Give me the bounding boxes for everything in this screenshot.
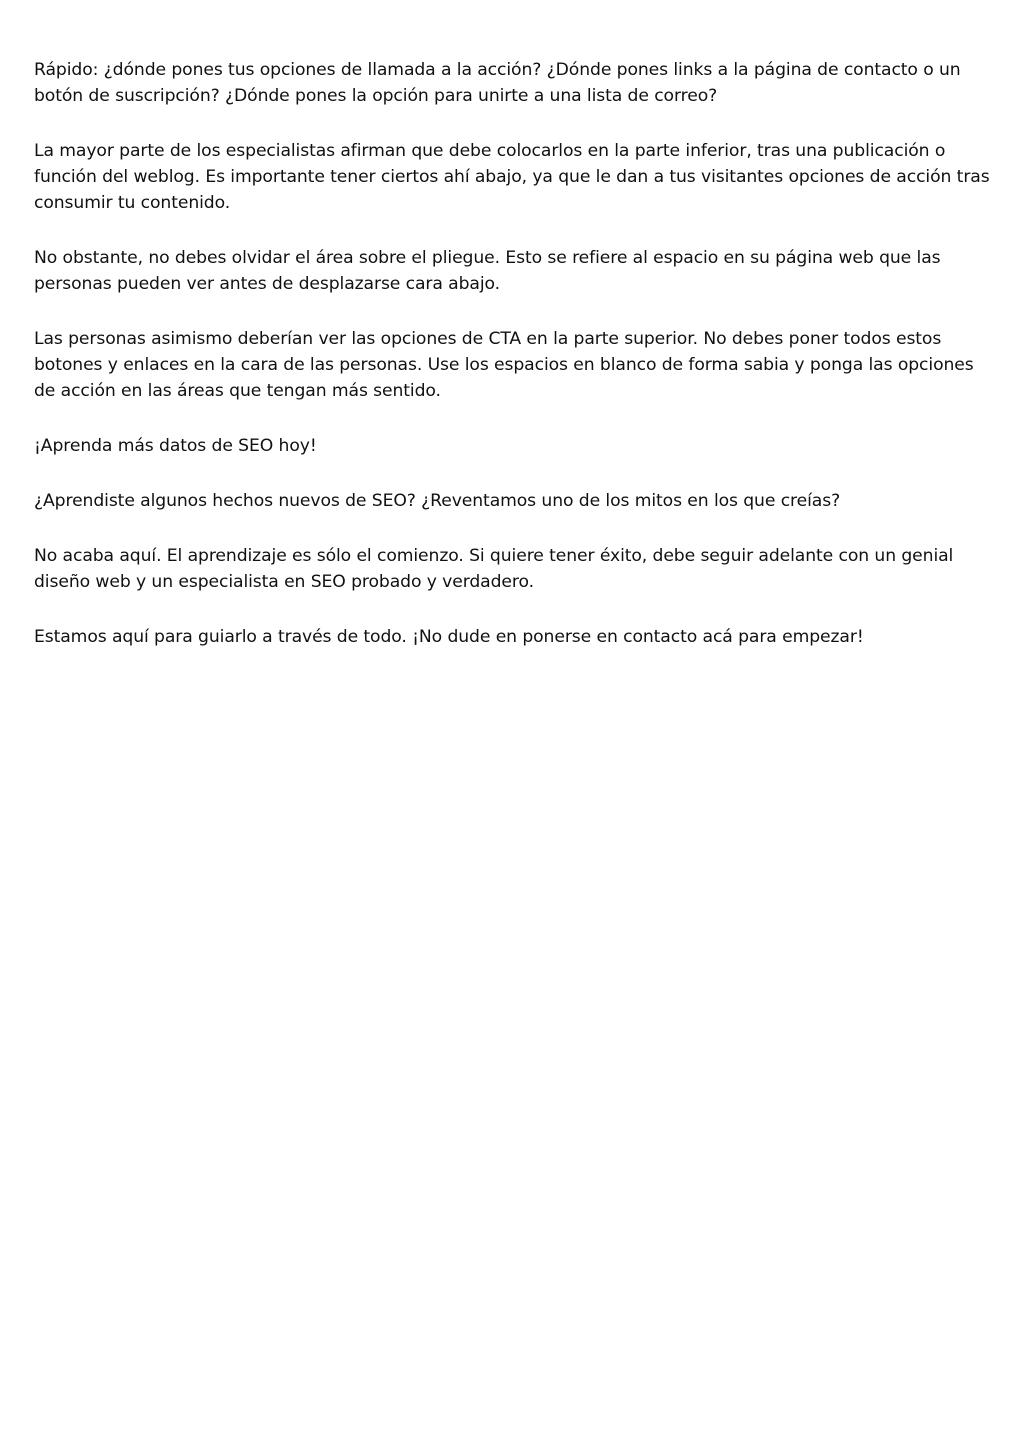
paragraph-contact: Estamos aquí para guiarlo a través de todo. ¡No dude en ponerse en contacto acá para empezar! bbox=[34, 627, 864, 647]
paragraph-seo-facts: ¿Aprendiste algunos hechos nuevos de SEO? ¿Reventamos uno de los mitos en los que creías? bbox=[34, 491, 841, 511]
paragraph-learn-seo: ¡Aprenda más datos de SEO hoy! bbox=[34, 436, 317, 456]
paragraph-cta-top: Las personas asimismo deberían ver las opciones de CTA en la parte superior. No debes poner todos estos botones y enlaces en la cara de las personas. Use los espacios en blanco de forma sabia y ponga las opciones de acción en las áreas que tengan más sentido. bbox=[34, 329, 974, 401]
paragraph-not-end: No acaba aquí. El aprendizaje es sólo el comienzo. Si quiere tener éxito, debe seguir adelante con un genial diseño web y un especialista en SEO probado y verdadero. bbox=[34, 546, 954, 592]
paragraph-above-fold: No obstante, no debes olvidar el área sobre el pliegue. Esto se refiere al espacio en su página web que las personas pueden ver antes de desplazarse cara abajo. bbox=[34, 248, 941, 294]
paragraph-cta-question: Rápido: ¿dónde pones tus opciones de llamada a la acción? ¿Dónde pones links a la página de contacto o un botón de suscripción? ¿Dónde pones la opción para unirte a una lista de correo? bbox=[34, 60, 961, 106]
paragraph-specialists: La mayor parte de los especialistas afirman que debe colocarlos en la parte inferior, tras una publicación o función del weblog. Es importante tener ciertos ahí abajo, ya que le dan a tus visitantes opciones de acción tras consumir tu contenido. bbox=[34, 141, 990, 213]
document-body bbox=[34, 57, 996, 679]
